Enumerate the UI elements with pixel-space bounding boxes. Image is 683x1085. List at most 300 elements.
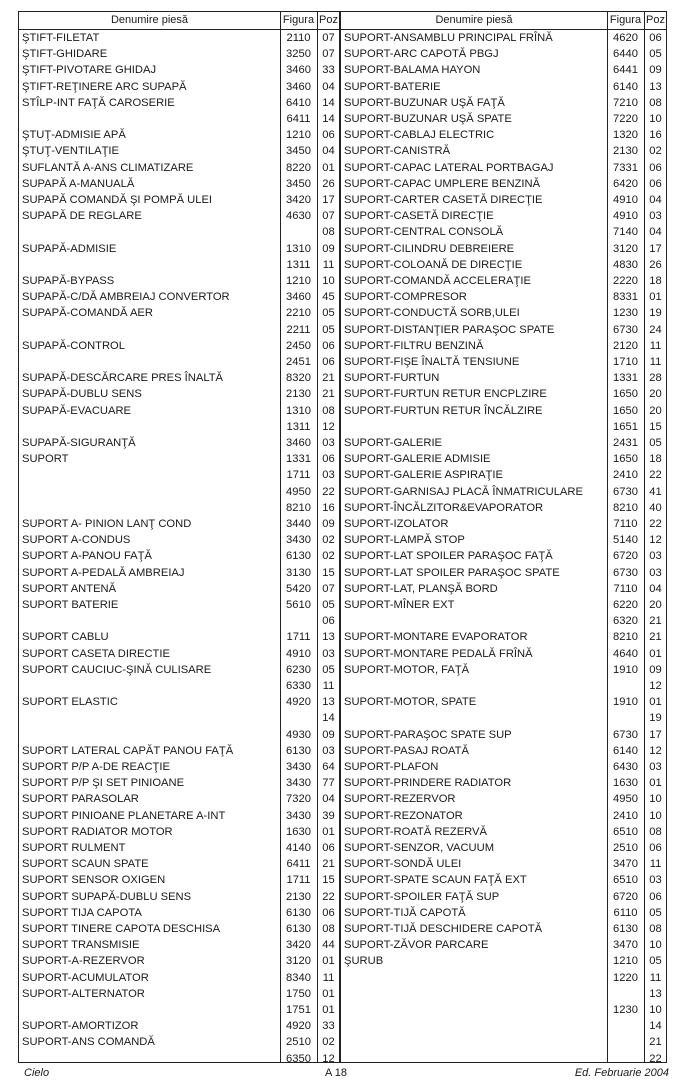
position-number: 12 — [322, 420, 335, 433]
figure-number: 8210 — [286, 501, 311, 514]
part-name: SUPORT-ALTERNATOR — [22, 987, 145, 1000]
table-row — [341, 467, 666, 483]
position-number: 40 — [649, 501, 662, 514]
figure-number: 1711 — [286, 469, 311, 482]
figure-number: 6510 — [613, 874, 638, 887]
position-number: 28 — [649, 372, 662, 385]
part-name: SUPORT-SPATE SCAUN FAŢĂ EXT — [344, 874, 527, 887]
position-number: 33 — [322, 1020, 335, 1033]
part-name: SUPORT CABLU — [22, 631, 109, 644]
position-number: 16 — [322, 501, 335, 514]
table-row — [341, 241, 666, 257]
position-number: 10 — [649, 939, 662, 952]
table-row — [19, 986, 339, 1002]
figure-number: 8210 — [613, 501, 638, 514]
position-number: 01 — [649, 777, 662, 790]
position-number: 10 — [649, 809, 662, 822]
figure-number: 6110 — [613, 906, 638, 919]
figure-number: 6430 — [613, 761, 638, 773]
position-number: 05 — [649, 437, 662, 449]
part-name: SUPORT-PASAJ ROATĂ — [344, 744, 469, 757]
position-number: 03 — [649, 210, 662, 223]
position-number: 12 — [649, 534, 662, 547]
table-row — [19, 1034, 339, 1050]
part-name: SUPORT-CARTER CASETĂ DIRECŢIE — [344, 194, 543, 206]
position-number: 07 — [322, 210, 335, 223]
position-number: 22 — [649, 518, 662, 530]
table-row — [19, 1051, 339, 1067]
figure-number: 2120 — [613, 339, 638, 352]
table-row — [19, 143, 339, 159]
header-name: Denumire piesă — [110, 14, 189, 26]
part-name: SUPORT-MÎNER EXT — [344, 599, 455, 611]
figure-number: 4830 — [613, 258, 638, 271]
position-number: 06 — [322, 453, 335, 466]
table-row — [19, 646, 339, 662]
table-row — [341, 386, 666, 402]
table-row — [341, 710, 666, 726]
table-row — [19, 824, 339, 840]
table-row — [341, 565, 666, 581]
table-row — [341, 791, 666, 807]
figure-number: 4630 — [286, 210, 311, 223]
table-row — [19, 808, 339, 824]
position-number: 01 — [649, 291, 662, 304]
part-name: SUPORT A-CONDUS — [22, 534, 131, 547]
table-row — [341, 646, 666, 662]
header-figura: Figura — [609, 14, 642, 26]
position-number: 03 — [322, 647, 335, 660]
position-number: 02 — [322, 1036, 335, 1049]
part-name: SUPAPĂ-CONTROL — [22, 339, 125, 352]
position-number: 11 — [649, 858, 662, 871]
figure-number: 1210 — [613, 955, 638, 968]
part-name: SUPORT TRANSMISIE — [22, 939, 140, 952]
position-number: 45 — [322, 291, 335, 304]
figure-number: 1750 — [286, 987, 311, 1000]
position-number: 09 — [322, 518, 335, 530]
position-number: 13 — [322, 631, 335, 644]
table-row — [19, 921, 339, 937]
figure-number: 2130 — [286, 890, 311, 903]
table-row — [19, 840, 339, 856]
table-row — [19, 354, 339, 370]
figure-number: 8320 — [286, 372, 311, 385]
figure-number: 6730 — [613, 566, 638, 579]
table-row — [19, 338, 339, 354]
figure-number: 1310 — [286, 404, 311, 417]
part-name: SUPORT RULMENT — [22, 842, 126, 854]
part-name: ŞTUŢ-ADMISIE APĂ — [22, 129, 126, 142]
table-row — [341, 1002, 666, 1018]
table-row — [19, 403, 339, 419]
position-number: 06 — [322, 356, 335, 368]
position-number: 08 — [649, 923, 662, 935]
table-row — [341, 224, 666, 240]
table-row — [341, 856, 666, 872]
figure-number: 3470 — [613, 939, 638, 952]
figure-number: 5140 — [613, 534, 638, 547]
part-name: SUPORT-PRINDERE RADIATOR — [344, 777, 512, 790]
table-row — [341, 127, 666, 143]
position-number: 09 — [649, 663, 662, 676]
table-row — [19, 322, 339, 338]
table-row — [19, 759, 339, 775]
figure-number: 8220 — [286, 161, 311, 174]
position-number: 17 — [649, 728, 662, 741]
position-number: 21 — [649, 615, 662, 628]
table-row — [19, 970, 339, 986]
position-number: 05 — [322, 323, 335, 336]
position-number: 03 — [322, 744, 335, 757]
figure-number: 3460 — [286, 291, 311, 304]
figure-number: 1711 — [286, 874, 311, 887]
part-name: SUPORT A- PINION LANŢ COND — [22, 518, 192, 530]
part-name: SUPORT-BATERIE — [344, 80, 441, 93]
table-row — [19, 678, 339, 694]
table-row — [19, 224, 339, 240]
table-row — [341, 160, 666, 176]
position-number: 17 — [322, 194, 335, 206]
table-row — [19, 62, 339, 78]
part-name: SUPORT-LAT SPOILER PARAŞOC FAŢĂ — [344, 550, 553, 563]
figure-number: 6130 — [286, 923, 311, 935]
figure-number: 1230 — [613, 307, 638, 320]
figure-number: 3420 — [286, 939, 311, 952]
figure-number: 4910 — [613, 210, 638, 223]
figure-number: 6230 — [286, 663, 311, 676]
part-name: SUPORT-GARNISAJ PLACĂ ÎNMATRICULARE — [344, 485, 583, 498]
position-number: 04 — [649, 194, 662, 206]
part-name: ŞTUŢ-VENTILAŢIE — [22, 145, 119, 158]
figure-number: 6330 — [286, 680, 311, 692]
header-poz: Poz — [646, 14, 665, 26]
figure-number: 1311 — [286, 420, 311, 433]
table-row — [341, 662, 666, 678]
part-name: SUPORT-CONDUCTĂ SORB,ULEI — [344, 307, 520, 320]
part-name: SUPORT-TIJĂ CAPOTĂ — [344, 906, 466, 919]
table-row — [341, 208, 666, 224]
position-number: 44 — [322, 939, 335, 952]
table-row — [19, 532, 339, 548]
part-name: SUPORT-CILINDRU DEBREIERE — [344, 242, 515, 255]
figure-number: 1320 — [613, 129, 638, 142]
table-row — [19, 95, 339, 111]
table-row — [19, 273, 339, 289]
position-number: 14 — [322, 113, 335, 125]
position-number: 05 — [649, 906, 662, 919]
position-number: 11 — [322, 258, 335, 271]
table-row — [19, 257, 339, 273]
figure-number: 1311 — [286, 258, 311, 271]
position-number: 07 — [322, 582, 335, 595]
figure-number: 3450 — [286, 177, 311, 190]
table-row — [341, 79, 666, 95]
part-name: SUPORT A-PANOU FAŢĂ — [22, 550, 152, 563]
part-name: SUPORT SUPAPĂ-DUBLU SENS — [22, 890, 192, 903]
position-number: 21 — [649, 631, 662, 644]
figure-number: 2130 — [286, 388, 311, 401]
table-row — [19, 905, 339, 921]
left-parts-table — [18, 11, 340, 1063]
position-number: 02 — [649, 145, 662, 158]
position-number: 14 — [322, 96, 335, 109]
table-row — [19, 176, 339, 192]
part-name: SUPORT ANTENĂ — [22, 582, 117, 595]
part-name: SUPORT RADIATOR MOTOR — [22, 825, 173, 838]
table-row — [341, 986, 666, 1002]
left-table-body — [19, 30, 339, 1065]
table-row — [341, 775, 666, 791]
figure-number: 3120 — [613, 242, 638, 255]
part-name: SUPORT TINERE CAPOTA DESCHISA — [22, 923, 221, 935]
part-name: SUPORT-ÎNCĂLZITOR&EVAPORATOR — [344, 501, 544, 514]
position-number: 64 — [322, 761, 335, 773]
position-number: 08 — [322, 923, 335, 935]
position-number: 06 — [322, 129, 335, 142]
figure-number: 2431 — [613, 437, 638, 449]
part-name: SUPAPĂ-BYPASS — [22, 275, 115, 287]
table-row — [341, 322, 666, 338]
table-row — [341, 192, 666, 208]
part-name: SUPORT-SPOILER FAŢĂ SUP — [344, 890, 500, 903]
part-name: SUPORT P/P A-DE REACŢIE — [22, 761, 170, 773]
table-row — [341, 143, 666, 159]
part-name: SUPORT-ANSAMBLU PRINCIPAL FRÎNĂ — [344, 32, 553, 44]
part-name: SUPORT-GALERIE ADMISIE — [344, 453, 491, 466]
position-number: 20 — [649, 404, 662, 417]
table-row — [19, 727, 339, 743]
position-number: 18 — [649, 453, 662, 466]
figure-number: 1630 — [613, 777, 638, 790]
position-number: 01 — [649, 647, 662, 660]
figure-number: 7220 — [613, 113, 638, 125]
part-name: SUPAPĂ-C/DĂ AMBREIAJ CONVERTOR — [22, 291, 230, 304]
position-number: 21 — [322, 372, 335, 385]
figure-number: 1331 — [286, 453, 311, 466]
position-number: 05 — [322, 307, 335, 320]
position-number: 01 — [322, 955, 335, 968]
figure-number: 2130 — [613, 145, 638, 158]
figure-number: 2410 — [613, 809, 638, 822]
part-name: SUPORT-MOTOR, FAŢĂ — [344, 663, 470, 676]
position-number: 05 — [322, 599, 335, 611]
position-number: 77 — [322, 777, 335, 790]
position-number: 04 — [649, 582, 662, 595]
table-row — [341, 937, 666, 953]
figure-number: 3430 — [286, 534, 311, 547]
figure-number: 3430 — [286, 777, 311, 790]
part-name: SUPORT LATERAL CAPĂT PANOU FAŢĂ — [22, 744, 234, 757]
figure-number: 1331 — [613, 372, 638, 385]
part-name: SUPORT-REZONATOR — [344, 809, 463, 822]
position-number: 21 — [322, 388, 335, 401]
table-row — [19, 565, 339, 581]
table-row — [19, 192, 339, 208]
position-number: 19 — [649, 307, 662, 320]
position-number: 13 — [322, 696, 335, 709]
position-number: 22 — [649, 469, 662, 482]
position-number: 06 — [649, 842, 662, 854]
position-number: 07 — [322, 48, 335, 61]
figure-number: 3130 — [286, 566, 311, 579]
table-row — [19, 1002, 339, 1018]
position-number: 07 — [322, 32, 335, 44]
figure-number: 7331 — [613, 161, 638, 174]
position-number: 09 — [649, 64, 662, 77]
table-row — [19, 467, 339, 483]
figure-number: 1910 — [613, 663, 638, 676]
table-row — [19, 208, 339, 224]
figure-number: 1230 — [613, 1004, 638, 1016]
position-number: 19 — [649, 712, 662, 725]
part-name: SUPAPĂ COMANDĂ ŞI POMPĂ ULEI — [22, 194, 213, 206]
part-name: SUPORT ELASTIC — [22, 696, 118, 709]
figure-number: 4910 — [613, 194, 638, 206]
part-name: SUPORT-COMPRESOR — [344, 291, 467, 304]
table-row — [19, 419, 339, 435]
figure-number: 3460 — [286, 80, 311, 93]
part-name: SUPORT-MONTARE PEDALĂ FRÎNĂ — [344, 647, 533, 660]
table-row — [341, 840, 666, 856]
table-row — [341, 289, 666, 305]
table-row — [19, 484, 339, 500]
figure-number: 1220 — [613, 971, 638, 984]
position-number: 12 — [649, 744, 662, 757]
position-number: 06 — [649, 890, 662, 903]
position-number: 11 — [322, 680, 335, 692]
part-name: SUPORT SCAUN SPATE — [22, 858, 149, 871]
part-name: SUFLANTĂ A-ANS CLIMATIZARE — [22, 161, 194, 174]
table-row — [341, 629, 666, 645]
figure-number: 6720 — [613, 550, 638, 563]
position-number: 03 — [649, 874, 662, 887]
position-number: 11 — [649, 356, 662, 368]
position-number: 13 — [649, 80, 662, 93]
part-name: ŞTIFT-GHIDARE — [22, 48, 108, 61]
position-number: 09 — [322, 728, 335, 741]
figure-number: 2450 — [286, 339, 311, 352]
part-name: SUPORT-ZĂVOR PARCARE — [344, 939, 489, 952]
table-row — [341, 581, 666, 597]
part-name: SUPORT-GALERIE — [344, 437, 443, 449]
figure-number: 6130 — [286, 744, 311, 757]
figure-number: 3120 — [286, 955, 311, 968]
table-row — [341, 111, 666, 127]
footer-edition: Ed. Februarie 2004 — [574, 1067, 669, 1079]
part-name: SUPORT-FILTRU BENZINĂ — [344, 339, 484, 352]
part-name: SUPORT-CABLAJ ELECTRIC — [344, 129, 495, 142]
table-row — [341, 484, 666, 500]
table-row — [341, 548, 666, 564]
part-name: SUPORT TIJA CAPOTA — [22, 906, 142, 919]
part-name: SUPORT A-PEDALĂ AMBREIAJ — [22, 566, 185, 579]
position-number: 18 — [649, 275, 662, 287]
part-name: SUPORT-ANS COMANDĂ — [22, 1036, 155, 1049]
table-row — [19, 694, 339, 710]
table-row — [341, 678, 666, 694]
figure-number: 6140 — [613, 80, 638, 93]
table-row — [19, 305, 339, 321]
position-number: 15 — [322, 874, 335, 887]
part-name: SUPAPĂ-COMANDĂ AER — [22, 307, 153, 320]
position-number: 22 — [322, 485, 335, 498]
figure-number: 1650 — [613, 404, 638, 417]
table-row — [19, 516, 339, 532]
figure-number: 3430 — [286, 809, 311, 822]
part-name: SUPORT-ARC CAPOTĂ PBGJ — [344, 48, 499, 61]
figure-number: 1910 — [613, 696, 638, 709]
position-number: 02 — [322, 550, 335, 563]
part-name: SUPORT — [22, 453, 69, 466]
position-number: 08 — [322, 404, 335, 417]
position-number: 10 — [322, 275, 335, 287]
part-name: SUPAPĂ-DUBLU SENS — [22, 388, 142, 401]
figure-number: 6350 — [286, 1052, 311, 1065]
position-number: 09 — [322, 242, 335, 255]
table-row — [341, 970, 666, 986]
table-row — [341, 905, 666, 921]
table-row — [341, 257, 666, 273]
table-row — [19, 743, 339, 759]
position-number: 05 — [649, 48, 662, 61]
position-number: 05 — [649, 955, 662, 968]
table-row — [341, 176, 666, 192]
part-name: SUPORT-LAT, PLANŞĂ BORD — [344, 582, 498, 595]
figure-number: 3430 — [286, 761, 311, 773]
part-name: SUPORT-FURTUN RETUR ÎNCĂLZIRE — [344, 404, 543, 417]
figure-number: 6730 — [613, 485, 638, 498]
figure-number: 3470 — [613, 858, 638, 871]
part-name: SUPORT-SONDĂ ULEI — [344, 858, 462, 871]
table-row — [341, 824, 666, 840]
position-number: 02 — [322, 534, 335, 547]
position-number: 08 — [649, 96, 662, 109]
figure-number: 6130 — [286, 550, 311, 563]
part-name: SUPORT-LAMPĂ STOP — [344, 534, 465, 547]
position-number: 22 — [322, 890, 335, 903]
figure-number: 1650 — [613, 453, 638, 466]
position-number: 05 — [322, 663, 335, 676]
part-name: SUPORT CASETA DIRECTIE — [22, 647, 170, 660]
position-number: 01 — [322, 987, 335, 1000]
position-number: 13 — [649, 987, 662, 1000]
table-row — [341, 1034, 666, 1050]
position-number: 06 — [649, 177, 662, 190]
figure-number: 6420 — [613, 177, 638, 190]
right-table-body — [341, 30, 666, 1065]
part-name: SUPORT-FURTUN RETUR ENCPLZIRE — [344, 388, 547, 401]
table-row — [19, 889, 339, 905]
position-number: 03 — [649, 550, 662, 563]
figure-number: 3440 — [286, 518, 311, 530]
table-row — [341, 694, 666, 710]
part-name: SUPORT-CAPAC LATERAL PORTBAGAJ — [344, 161, 554, 174]
table-row — [341, 419, 666, 435]
table-row — [19, 937, 339, 953]
figure-number: 6730 — [613, 323, 638, 336]
part-name: SUPORT-IZOLATOR — [344, 518, 449, 530]
position-number: 11 — [649, 339, 662, 352]
table-row — [19, 370, 339, 386]
table-row — [19, 662, 339, 678]
part-name: SUPORT-AMORTIZOR — [22, 1020, 139, 1033]
position-number: 06 — [322, 339, 335, 352]
part-name: SUPORT-BUZUNAR UŞĂ SPATE — [344, 113, 512, 125]
part-name: SUPORT-SENZOR, VACUUM — [344, 842, 495, 854]
part-name: SUPORT-A-REZERVOR — [22, 955, 145, 968]
table-row — [341, 597, 666, 613]
